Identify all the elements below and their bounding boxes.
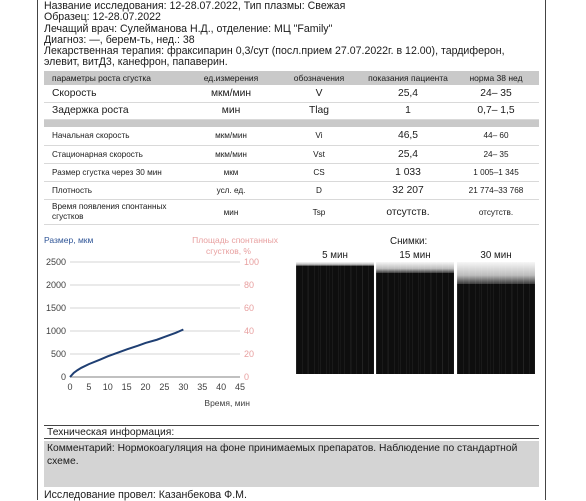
row-norm: отсутств.: [453, 200, 539, 225]
header-norm: норма 38 нед: [453, 71, 539, 85]
y-tick-label: 1500: [45, 303, 66, 313]
row-param: Плотность: [44, 182, 187, 200]
row-unit: усл. ед.: [187, 182, 275, 200]
study-title: Название исследования: 12-28.07.2022, Тип плазмы: Свежая: [44, 0, 346, 12]
x-tick-label: 45: [234, 382, 246, 392]
row-unit: мин: [187, 102, 275, 119]
table-header-row: [44, 71, 539, 85]
row-unit: мкм/мин: [187, 85, 275, 102]
x-tick-label: 40: [216, 382, 227, 392]
y-tick-label: 500: [50, 349, 66, 359]
table-row: [44, 127, 539, 146]
x-tick-label: 15: [121, 382, 132, 392]
table-row: [44, 102, 539, 119]
row-norm: 44– 60: [453, 127, 539, 146]
y2-axis-label: сгустков, %: [206, 246, 251, 256]
x-tick-label: 35: [197, 382, 208, 392]
page-border-right: [545, 0, 546, 500]
snapshot-30min: [457, 249, 535, 374]
y-tick-label: 0: [60, 372, 66, 382]
performed-by: Исследование провел: Казанбекова Ф.М.: [44, 489, 247, 501]
x-axis-label: Время, мин: [204, 398, 250, 408]
row-norm: 24– 35: [453, 85, 539, 102]
row-unit: мкм/мин: [187, 127, 275, 146]
x-tick-label: 0: [67, 382, 73, 392]
y2-axis-label: Площадь спонтанных: [192, 235, 278, 245]
table-separator: [44, 119, 539, 127]
page-border-left: [37, 0, 38, 500]
y2-tick-label: 100: [244, 257, 260, 267]
y2-tick-label: 60: [244, 303, 255, 313]
row-param: Задержка роста: [44, 102, 187, 119]
row-norm: 0,7– 1,5: [453, 102, 539, 119]
therapy-line: Лекарственная терапия: фраксипарин 0,3/сут (посл.прием 27.07.2022г. в 12.00), тардиферон, элевит, витД3, канефрон, папаверин.: [44, 45, 505, 69]
snapshot-15min: [376, 249, 454, 374]
x-tick-label: 25: [159, 382, 170, 392]
chart-svg: [40, 232, 290, 412]
row-symbol: Tlag: [275, 102, 363, 119]
row-value: 25,4: [363, 146, 453, 164]
clot-size-line: [70, 329, 183, 377]
header-symbol: обозначения: [275, 71, 363, 85]
snapshot-label: 30 мин: [480, 250, 512, 261]
y2-tick-label: 80: [244, 280, 255, 290]
row-value: 25,4: [363, 85, 453, 102]
parameters-table: [44, 71, 539, 225]
x-tick-label: 20: [140, 382, 151, 392]
snapshot-label: 15 мин: [399, 250, 431, 261]
row-symbol: Tsp: [275, 200, 363, 225]
table-row: [44, 182, 539, 200]
y-tick-label: 1000: [45, 326, 66, 336]
header-unit: ед.измерения: [187, 71, 275, 85]
row-value: отсутств.: [363, 200, 453, 225]
row-value: 32 207: [363, 182, 453, 200]
comment-box: Комментарий: Нормокоагуляция на фоне принимаемых препаратов. Наблюдение по стандартной схеме.: [44, 441, 539, 487]
snapshot-label: 5 мин: [322, 250, 348, 261]
row-param: Начальная скорость: [44, 127, 187, 146]
x-tick-label: 5: [86, 382, 92, 392]
tech-info-label: Техническая информация:: [44, 425, 539, 439]
snapshots-title: Снимки:: [390, 236, 428, 247]
row-unit: мин: [187, 200, 275, 225]
y2-tick-label: 40: [244, 326, 255, 336]
table-row: [44, 164, 539, 182]
table-row: [44, 146, 539, 164]
row-param: Скорость: [44, 85, 187, 102]
snapshot-image: [376, 262, 454, 374]
clot-growth-chart: [40, 232, 290, 412]
table-row: [44, 85, 539, 102]
header-param: параметры роста сгустка: [44, 71, 187, 85]
y-tick-label: 2000: [45, 280, 66, 290]
row-symbol: D: [275, 182, 363, 200]
sample-line: Образец: 12-28.07.2022: [44, 11, 161, 24]
snapshot-image: [457, 262, 535, 374]
diagnosis-line: Диагноз: —, берем-ть, нед.: 38: [44, 33, 195, 46]
doctor-line: Лечащий врач: Сулейманова Н.Д., отделение: МЦ "Family": [44, 22, 333, 35]
row-param: Время появления спонтанных сгустков: [44, 200, 187, 225]
row-value: 1: [363, 102, 453, 119]
row-norm: 21 774–33 768: [453, 182, 539, 200]
row-param: Стационарная скорость: [44, 146, 187, 164]
row-symbol: Vst: [275, 146, 363, 164]
x-tick-label: 10: [102, 382, 113, 392]
row-symbol: CS: [275, 164, 363, 182]
y2-tick-label: 0: [244, 372, 250, 382]
row-symbol: Vi: [275, 127, 363, 146]
report-header: [44, 1, 542, 69]
row-value: 1 033: [363, 164, 453, 182]
y-tick-label: 2500: [45, 257, 66, 267]
row-unit: мкм: [187, 164, 275, 182]
y2-tick-label: 20: [244, 349, 255, 359]
row-norm: 1 005–1 345: [453, 164, 539, 182]
row-norm: 24– 35: [453, 146, 539, 164]
x-tick-label: 30: [178, 382, 189, 392]
row-symbol: V: [275, 85, 363, 102]
y-axis-label: Размер, мкм: [44, 235, 94, 245]
table-row: [44, 200, 539, 225]
row-value: 46,5: [363, 127, 453, 146]
header-value: показания пациента: [363, 71, 453, 85]
row-unit: мкм/мин: [187, 146, 275, 164]
snapshot-image: [296, 262, 374, 374]
row-param: Размер сгустка через 30 мин: [44, 164, 187, 182]
snapshot-5min: [296, 249, 374, 374]
